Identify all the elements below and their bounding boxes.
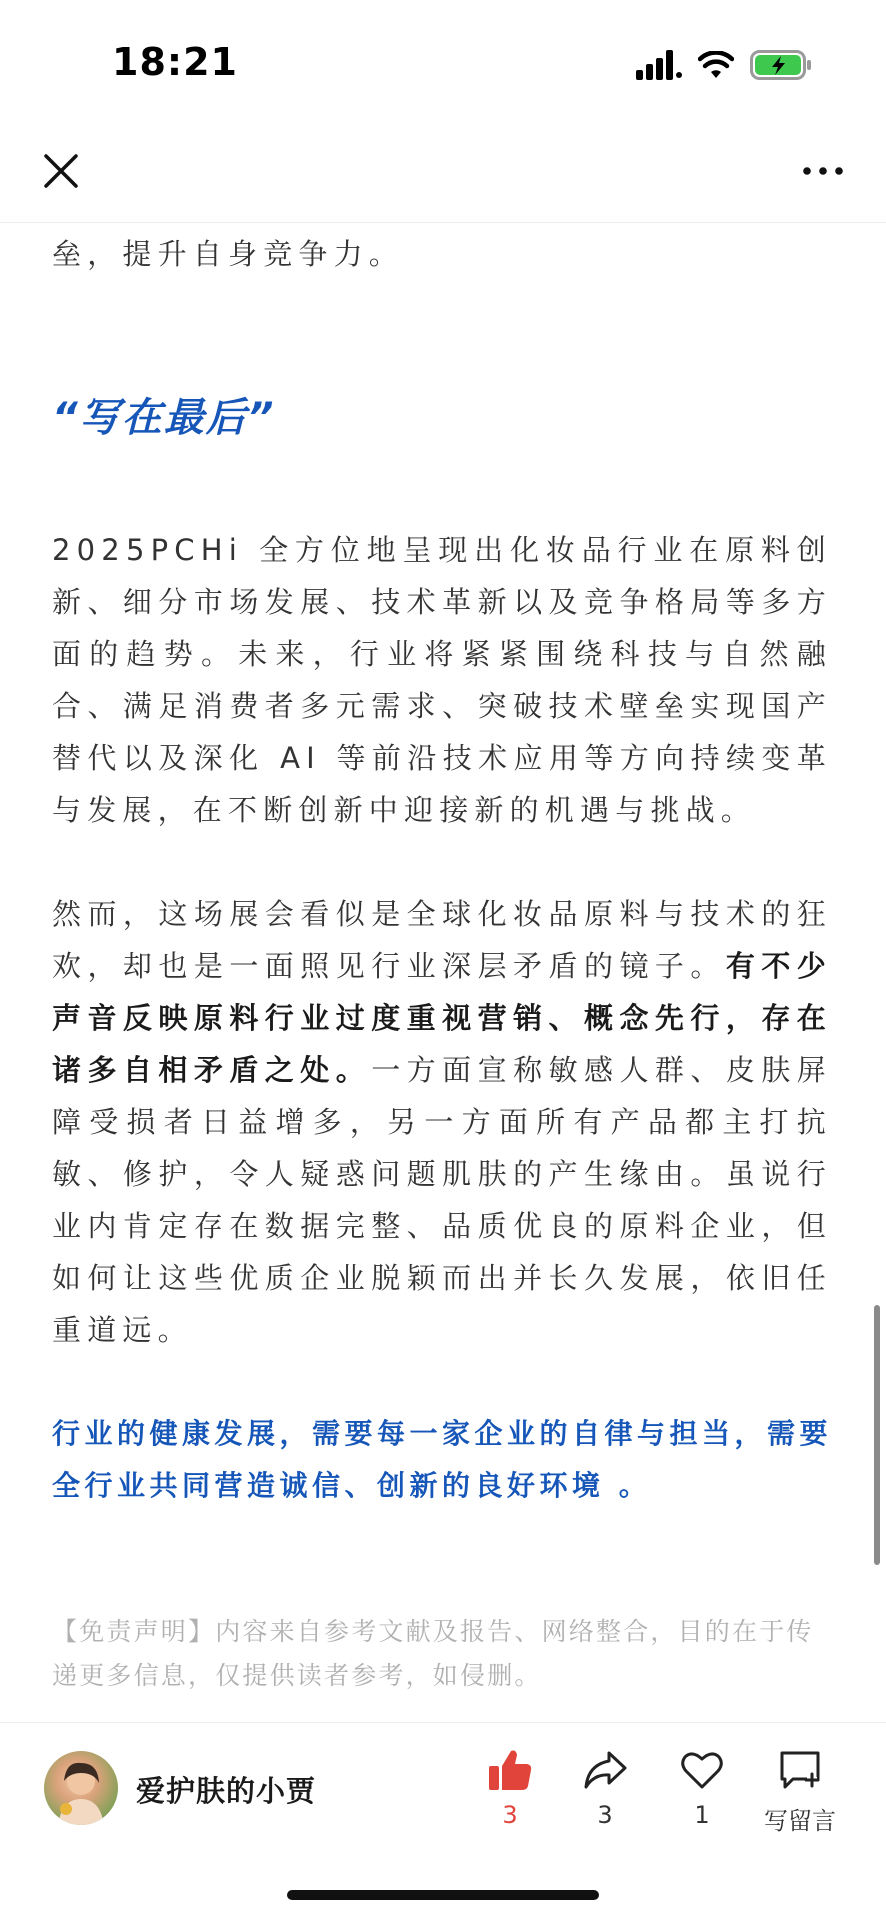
status-time: 18:21	[112, 40, 238, 84]
avatar-image	[44, 1751, 118, 1825]
battery-charging-icon	[750, 50, 812, 80]
paragraph-bold-text: 有不少声音反映原料行业过度重视营销、概念先行，存在诸多自相矛盾之处。	[52, 949, 832, 1087]
close-icon[interactable]	[40, 150, 82, 192]
paragraph-text: 一方面宣称敏感人群、皮肤屏障受损者日益增多，另一方面所有产品都主打抗敏、修护，令人疑惑问题肌肤的产生缘由。虽说行业内肯定存在数据完整、品质优良的原料企业，但如何让这些优质企业脱颖而出并长久发展，依旧任重道远。	[52, 1053, 832, 1347]
favorite-count: 1	[694, 1801, 710, 1829]
like-button[interactable]	[460, 1747, 560, 1829]
like-count: 3	[502, 1801, 518, 1829]
comment-icon	[777, 1747, 823, 1793]
article-paragraph: 垒，提升自身竞争力。	[52, 237, 405, 271]
signal-icon	[636, 50, 682, 80]
favorite-button[interactable]	[652, 1747, 752, 1829]
nav-bar	[0, 120, 886, 223]
status-bar	[0, 0, 886, 120]
write-comment-label: 写留言	[764, 1807, 836, 1835]
author-name[interactable]: 爱护肤的小贾	[136, 1774, 317, 1808]
section-title: “写在最后”	[52, 395, 276, 441]
highlight-paragraph: 行业的健康发展，需要每一家企业的自律与担当，需要全行业共同营造诚信、创新的良好环境 。	[52, 1417, 833, 1502]
disclaimer: 【免责声明】内容来自参考文献及报告、网络整合，目的在于传递更多信息，仅提供读者参考，如侵删。	[52, 1617, 814, 1690]
heart-icon	[679, 1747, 725, 1793]
share-count: 3	[597, 1801, 613, 1829]
share-icon	[582, 1747, 628, 1793]
status-icons	[636, 50, 812, 80]
share-button[interactable]	[555, 1747, 655, 1829]
more-icon[interactable]	[800, 150, 846, 192]
thumbs-up-icon	[487, 1747, 533, 1793]
avatar[interactable]	[44, 1751, 118, 1825]
wifi-icon	[698, 51, 734, 79]
article-body	[52, 222, 832, 1723]
write-comment-button[interactable]	[750, 1747, 850, 1836]
scrollbar[interactable]	[874, 1305, 880, 1565]
paragraph-text: 然而，这场展会看似是全球化妆品原料与技术的狂欢，却也是一面照见行业深层矛盾的镜子。	[52, 897, 832, 983]
article-paragraph	[52, 888, 832, 1356]
article-paragraph: 2025PCHi 全方位地呈现出化妆品行业在原料创新、细分市场发展、技术革新以及竞争格局等多方面的趋势。未来，行业将紧紧围绕科技与自然融合、满足消费者多元需求、突破技术壁垒实现国产替代以及深化 AI 等前沿技术应用等方向持续变革与发展，在不断创新中迎接新的机遇与挑战。	[52, 533, 832, 827]
home-indicator[interactable]	[287, 1890, 599, 1900]
